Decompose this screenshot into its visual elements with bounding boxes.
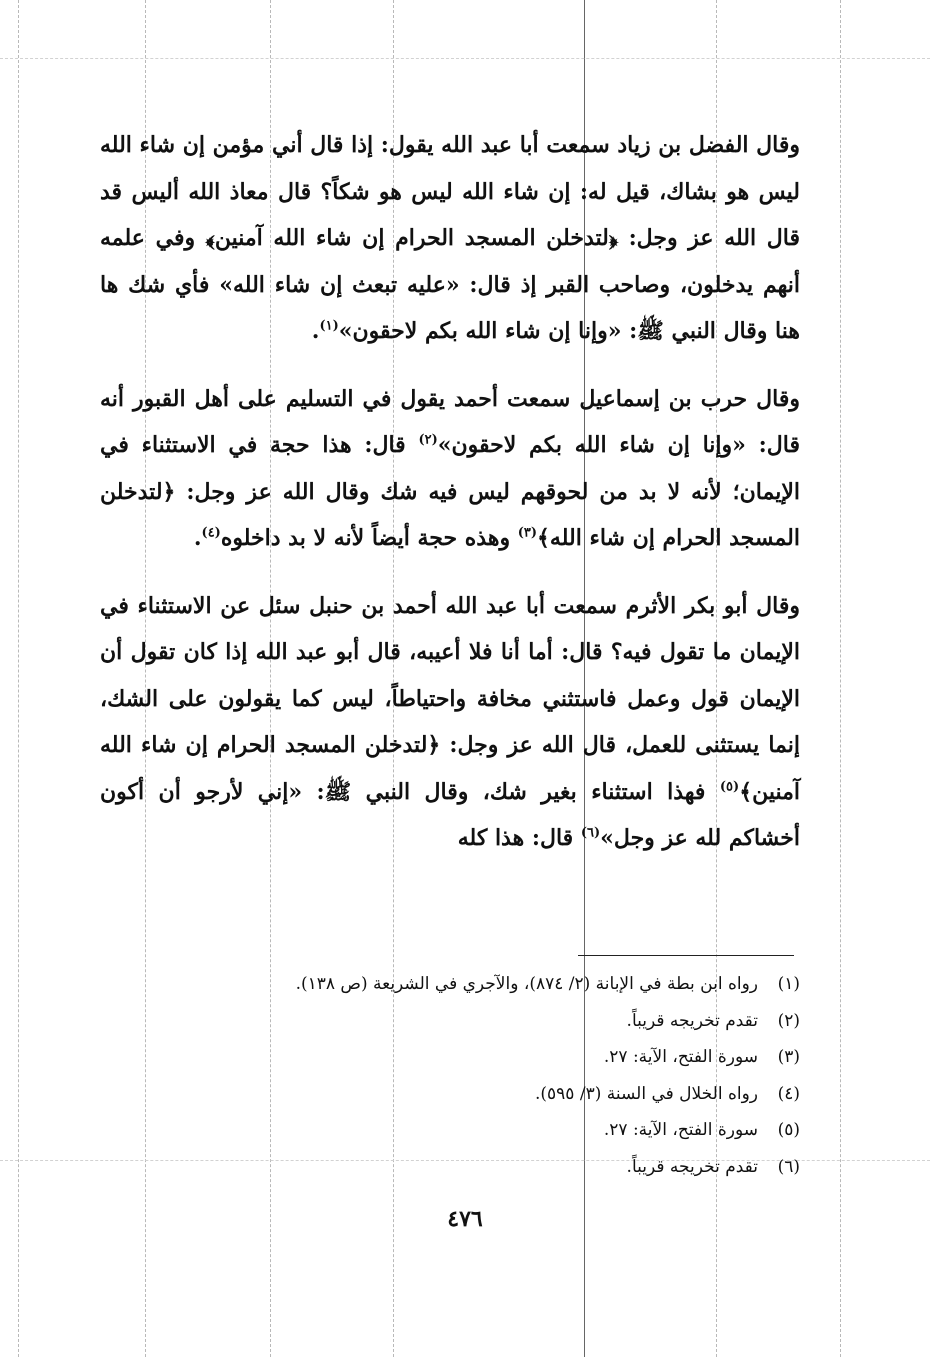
page-number: ٤٧٦ xyxy=(447,1206,483,1232)
paragraph-text: قال: هذا كله xyxy=(457,825,574,851)
footnote-item xyxy=(100,966,800,1003)
guide-line xyxy=(840,0,841,1357)
paragraph-text: وهذه حجة أيضاً لأنه لا بد داخلوه xyxy=(220,525,511,551)
paragraph-text: وقال الفضل بن زياد سمعت أبا عبد الله يقول: إذا قال أني مؤمن إن شاء الله ليس هو بشاك، قيل له: إن شاء الله ليس هو شكاً؟ قال معاذ الله أليس قد قال الله عز وجل: ﴿لتدخلن المسجد الحرام إن شاء الله آمنين﴾ وفي علمه أنهم يدخلون، وصاحب القبر إذ قال: «عليه تبعث إن شاء الله» فأي شك ها هنا وقال النبي ﷺ: «وإنا إن شاء الله بكم لاحقون» xyxy=(100,132,800,344)
footnote-ref: (٣) xyxy=(517,525,538,541)
footnote-item xyxy=(100,1039,800,1076)
footnote-text: سورة الفتح، الآية: ٢٧. xyxy=(603,1047,758,1067)
footnote-text: تقدم تخريجه قريباً. xyxy=(626,1156,758,1177)
footnote-number: (٦) xyxy=(777,1156,800,1177)
footnote-number: (٣) xyxy=(777,1047,800,1067)
footnote-ref: (٢) xyxy=(418,432,438,448)
paragraph-1 xyxy=(100,122,800,355)
footnote-text: رواه ابن بطة في الإبانة (٢/ ٨٧٤)، والآجري في الشريعة (ص ١٣٨). xyxy=(295,974,758,994)
footnote-number: (٢) xyxy=(777,1010,800,1031)
footnote-ref: (٤) xyxy=(201,525,221,541)
paragraph-text: وقال أبو بكر الأثرم سمعت أبا عبد الله أحمد بن حنبل سئل عن الاستثناء في الإيمان ما تقول فيه؟ قال: أما أنا فلا أعيبه، قال أبو عبد الله إذا كان تقول أن الإيمان قول وعمل فاستثني مخافة واحتياطاً، ليس كما يقولون على الشك، إنما يستثنى للعمل، قال الله عز وجل: ﴿لتدخلن المسجد الحرام إن شاء الله آمنين﴾ xyxy=(100,592,800,805)
paragraph-text: قال: هذا حجة في الاستثناء في الإيمان؛ لأنه لا بد من لحوقهم ليس فيه شك وقال الله عز وجل: ﴿لتدخلن المسجد الحرام إن شاء الله﴾ xyxy=(100,432,800,551)
footnote-number: (١) xyxy=(777,974,800,994)
footnote-item xyxy=(100,1149,800,1186)
footnote-ref: (٦) xyxy=(580,825,601,841)
paragraph-text: وقال حرب بن إسماعيل سمعت أحمد يقول في التسليم على أهل القبور أنه قال: «وإنا إن شاء الله بكم لاحقون» xyxy=(100,385,800,458)
paragraph-tail: . xyxy=(193,525,202,551)
footnote-item xyxy=(100,1076,800,1113)
paragraph-text: فهذا استثناء بغير شك، وقال النبي ﷺ: «إني لأرجو أن أكون أخشاكم لله عز وجل» xyxy=(100,778,800,851)
footnote-text: سورة الفتح، الآية: ٢٧. xyxy=(603,1120,758,1140)
paragraph-3 xyxy=(100,583,800,862)
footnotes xyxy=(100,966,800,1185)
footnote-text: تقدم تخريجه قريباً. xyxy=(626,1010,758,1031)
footnote-ref: (١) xyxy=(319,318,339,334)
paragraph-tail: . xyxy=(311,318,320,344)
footnote-number: (٤) xyxy=(777,1083,800,1104)
main-text xyxy=(100,122,800,883)
guide-line xyxy=(18,0,19,1357)
paragraph-2 xyxy=(100,376,800,562)
guide-line xyxy=(0,58,930,59)
footnote-ref: (٥) xyxy=(719,779,740,795)
footnote-number: (٥) xyxy=(777,1120,800,1140)
footnote-item xyxy=(100,1003,800,1040)
footnote-text: رواه الخلال في السنة (٣/ ٥٩٥). xyxy=(534,1083,758,1104)
footnote-separator xyxy=(578,955,794,956)
footnote-item xyxy=(100,1112,800,1149)
